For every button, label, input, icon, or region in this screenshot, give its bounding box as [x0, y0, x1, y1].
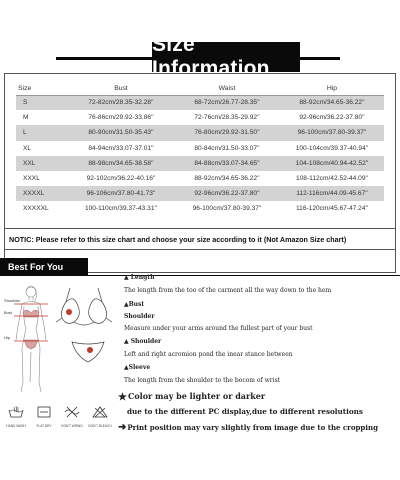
column-header-waist: Waist — [174, 83, 280, 95]
figure-label-bust: Bust — [4, 310, 13, 315]
measurement-figure — [4, 282, 124, 400]
care-item-do-not-wring — [60, 405, 84, 428]
hip-cell: 112-116cm/44.09-45.67'' — [280, 186, 384, 201]
bust-cell: 80-90cm/31.50-35.43'' — [68, 125, 174, 140]
care-item-do-not-bleach — [88, 405, 112, 428]
bust-cell: 88-98cm/34.65-38.58'' — [68, 156, 174, 171]
bust-cell: 84-94cm/33.07-37.01'' — [88, 144, 154, 152]
shoulder-text: Left and right acromion pond the inear stance between — [124, 351, 293, 358]
size-cell: M — [23, 114, 29, 122]
arrow-right-icon: ➜ — [118, 422, 127, 433]
table-row — [16, 156, 384, 171]
waist-cell: 76-80cm/29.92-31.50'' — [174, 125, 280, 140]
best-for-you-rule — [0, 275, 400, 276]
figure-label-hip: Hip — [4, 335, 11, 340]
size-cell: XXXL — [23, 175, 40, 183]
table-row — [16, 201, 384, 216]
table-row — [16, 95, 384, 110]
column-header-hip: Hip — [280, 83, 384, 95]
length-text: The length from the too of the carment all the way down to the hem — [124, 287, 332, 294]
care-caption: DON'T BLEACH — [88, 424, 112, 428]
care-caption: DON'T WRING — [61, 424, 83, 428]
bust-heading: ▲Bust — [124, 301, 145, 308]
hand-wash-icon — [7, 406, 25, 418]
hip-marker-icon — [87, 347, 93, 353]
hip-cell: 100-104cm/39.37-40.94'' — [295, 144, 369, 152]
size-table — [16, 83, 384, 217]
care-item-flat-dry — [32, 405, 56, 428]
hip-cell: 92-96cm/36.22-37.80'' — [299, 114, 365, 122]
model-illustration — [4, 282, 124, 400]
waist-cell: 72-76cm/28.35-29.92'' — [194, 114, 260, 122]
column-header-size: Size — [16, 83, 68, 95]
title-rule-left — [56, 57, 152, 60]
size-cell: L — [16, 125, 68, 140]
shoulder-label: Shoulder — [124, 313, 155, 320]
note-display-text: due to the different PC display,due to different resolutions — [127, 407, 363, 416]
note-print-text: Print position may vary slightly from image due to the cropping — [127, 423, 378, 432]
size-cell: XXL — [16, 156, 68, 171]
best-for-you-banner: Best For You — [0, 258, 88, 275]
column-header-bust: Bust — [68, 83, 174, 95]
note-print — [118, 422, 378, 433]
sleeve-heading: ▲Sleeve — [124, 364, 151, 371]
care-caption: FLAT DRY — [36, 424, 52, 428]
care-item-hand-wash — [4, 405, 28, 428]
flat-dry-icon — [35, 406, 53, 418]
note-display — [127, 407, 363, 416]
bust-cell: 72-82cm/28.35-32.28'' — [68, 95, 174, 110]
title-rule-right — [300, 57, 340, 60]
figure-label-shoulder: Shoulder — [4, 298, 21, 303]
bust-cell: 92-102cm/36.22-40.16'' — [86, 175, 156, 183]
notice-text: NOTIC: Please refer to this size chart and choose your size according to it (Not Amazon Size chart) — [9, 234, 347, 244]
size-cell: XXXXL — [16, 186, 68, 201]
table-header-row — [16, 83, 384, 95]
table-row — [16, 125, 384, 140]
page-title: Size Information — [152, 42, 300, 72]
hip-cell: 116-120cm/45.67-47.24'' — [295, 205, 369, 213]
table-row — [16, 171, 384, 186]
bust-cell: 76-86cm/29.92-33.86'' — [88, 114, 154, 122]
sleeve-text: The length from the shoulder to the bocom of wrist — [124, 377, 281, 384]
table-row — [16, 141, 384, 156]
shoulder-heading: ▲ Shoulder — [124, 338, 162, 345]
hip-cell: 96-100cm/37.80-39.37'' — [280, 125, 384, 140]
waist-cell: 92-96cm/36.22-37.80'' — [174, 186, 280, 201]
waist-cell: 68-72cm/26.77-28.35'' — [174, 95, 280, 110]
waist-cell: 96-100cm/37.80-39.37'' — [192, 205, 262, 213]
care-icons — [4, 405, 120, 433]
note-color-text: Color may be lighter or darker — [127, 391, 266, 401]
note-color — [118, 391, 265, 403]
waist-cell: 84-88cm/33.07-34.65'' — [174, 156, 280, 171]
length-heading: ▲ Length — [124, 274, 155, 281]
star-icon: ★ — [118, 392, 127, 403]
waist-cell: 80-84cm/31.50-33.07'' — [194, 144, 260, 152]
do-not-wring-icon — [63, 406, 81, 418]
size-cell: XL — [23, 144, 32, 152]
notice-box — [4, 228, 396, 250]
waist-cell: 88-92cm/34.65-36.22'' — [194, 175, 260, 183]
size-cell: S — [16, 95, 68, 110]
hip-cell: 88-92cm/34.65-36.22'' — [280, 95, 384, 110]
hip-cell: 108-112cm/42.52-44.09'' — [295, 175, 369, 183]
table-row — [16, 186, 384, 201]
do-not-bleach-icon — [91, 406, 109, 418]
size-cell: XXXXXL — [23, 205, 49, 213]
bust-cell: 100-110cm/39.37-43.31'' — [84, 205, 158, 213]
bust-cell: 96-106cm/37.80-41.73'' — [68, 186, 174, 201]
bust-text: Measure under your arms around the fullest part of your bust — [124, 325, 313, 332]
bust-marker-icon — [66, 309, 72, 315]
care-caption: HAND WASH — [6, 424, 26, 428]
table-row — [16, 110, 384, 125]
hip-cell: 104-108cm/40.94-42.52'' — [280, 156, 384, 171]
